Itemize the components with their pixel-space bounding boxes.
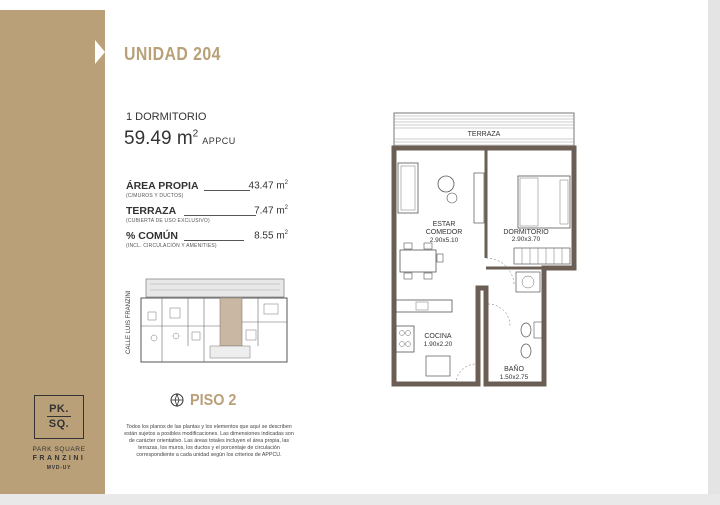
compass-icon xyxy=(170,393,184,407)
kitchen-dimension: 1.90x2.20 xyxy=(423,341,453,348)
area-label: TERRAZA xyxy=(126,205,177,217)
street-label xyxy=(114,290,140,356)
terrace-label: TERRAZA xyxy=(467,131,501,138)
bedroom-label: DORMITORIO xyxy=(503,229,549,236)
floor-plan xyxy=(386,108,582,390)
bath-dimension: 1.50x2.75 xyxy=(499,374,529,381)
area-label: ÁREA PROPIA xyxy=(126,180,199,192)
area-sub: (CUBIERTA DE USO EXCLUSIVO) xyxy=(126,218,210,224)
living-dimension: 2.90x5.10 xyxy=(429,237,459,244)
area-value: 7.47 $m^2$ xyxy=(254,205,288,217)
kitchen-label: COCINA xyxy=(424,333,452,340)
area-row-terrace xyxy=(126,205,296,224)
brand-logo: PK. SQ. xyxy=(34,395,84,439)
living-label: ESTAR xyxy=(432,221,456,228)
key-plan xyxy=(140,276,290,368)
viewer-edge xyxy=(708,0,720,505)
brand-name-2: FRANZINI xyxy=(32,455,86,462)
area-value: 8.55 $m^2$ xyxy=(254,230,288,242)
brand-name: PARK SQUARE xyxy=(32,446,86,453)
area-value: 43.47 $m^2$ xyxy=(248,180,288,192)
area-sub: (C/MUROS Y DUCTOS) xyxy=(126,193,184,199)
area-label: % COMÚN xyxy=(126,230,178,242)
svg-text:CALLE LUIS FRANZINI: CALLE LUIS FRANZINI xyxy=(126,290,132,354)
unit-title: UNIDAD 204 xyxy=(124,44,221,64)
area-sub: (INCL. CIRCULACIÓN Y AMENITIES) xyxy=(126,243,217,249)
disclaimer-text: Todos los planos de las plantas y los elementos que aquí se describen están sujetos a posibles modificaciones. Las dimensiones indicadas son de carácter orientativo. Las áreas totales incluyen el área propia, las terrazas, los muros, los ductos y el porcentaje de circulación correspondiente a cada unidad según los criterios de APPCU. xyxy=(124,424,294,458)
viewer-edge-bottom xyxy=(0,494,720,505)
title-marker xyxy=(95,40,105,64)
area-row-own xyxy=(126,180,296,199)
floor-label: PISO 2 xyxy=(190,392,237,409)
brand-location: MVD-UY xyxy=(46,465,72,471)
area-row-common xyxy=(126,230,296,249)
total-area: 59.49 $m^2APPCU$ xyxy=(124,128,236,149)
living-label-2: COMEDOR xyxy=(425,229,463,236)
bath-label: BAÑO xyxy=(504,366,524,373)
bedroom-dimension: 2.90x3.70 xyxy=(511,236,541,243)
bedroom-count: 1 DORMITORIO xyxy=(126,111,207,123)
